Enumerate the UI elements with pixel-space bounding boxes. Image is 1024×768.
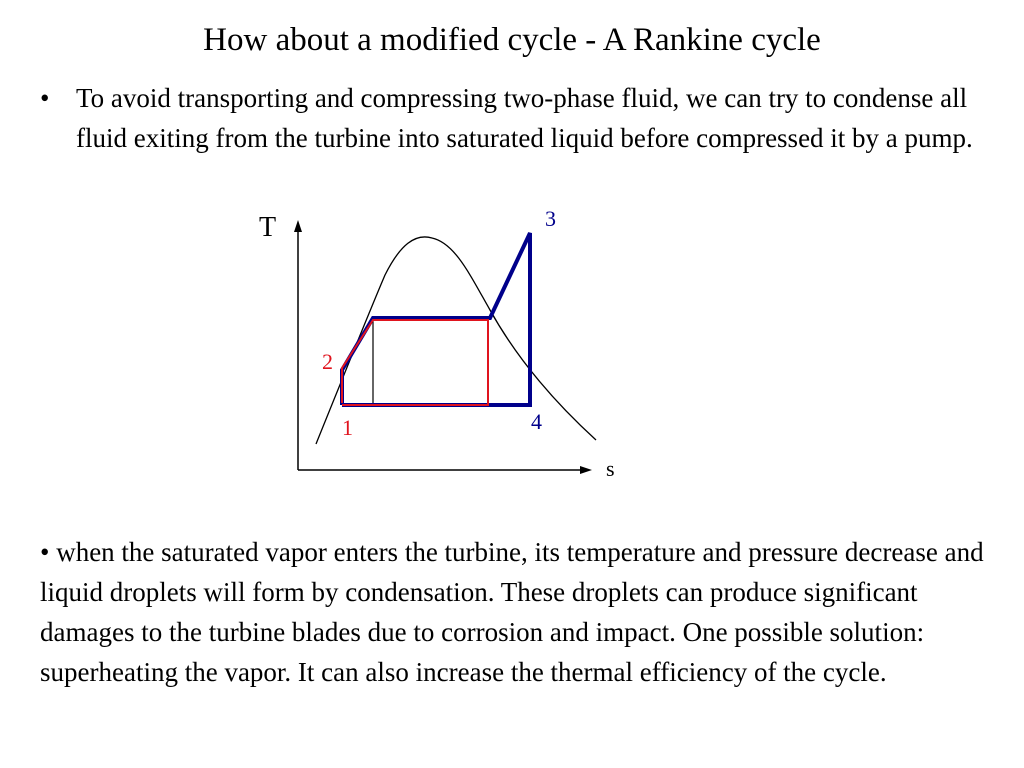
bullet-mark: • [40, 83, 50, 113]
bullet-text: To avoid transporting and compressing two-phase fluid, we can try to condense all fluid exiting from the turbine into saturated liquid before compressed it by a pump. [76, 83, 973, 153]
state-label-1: 1 [342, 415, 353, 440]
x-axis-arrow [580, 466, 592, 474]
y-axis-arrow [294, 220, 302, 232]
axis-label-s: s [606, 456, 615, 481]
red-cycle-path [342, 320, 488, 405]
axis-label-t: T [259, 212, 277, 243]
state-label-4: 4 [531, 409, 542, 434]
explanation-paragraph: • when the saturated vapor enters the turbine, its temperature and pressure decrease and liquid droplets will form by condensation. These droplets can produce significant damages to the turbine blades due to corrosion and impact. One possible solution: superheating the vapor. It can also increase the thermal efficiency of the cycle. [40, 537, 984, 687]
slide-title: How about a modified cycle - A Rankine cycle [203, 22, 821, 58]
bullet-list [40, 78, 1000, 158]
bullet-item [40, 78, 1000, 158]
ts-diagram [0, 200, 1024, 500]
state-label-2: 2 [322, 349, 333, 374]
state-label-3: 3 [545, 206, 556, 231]
